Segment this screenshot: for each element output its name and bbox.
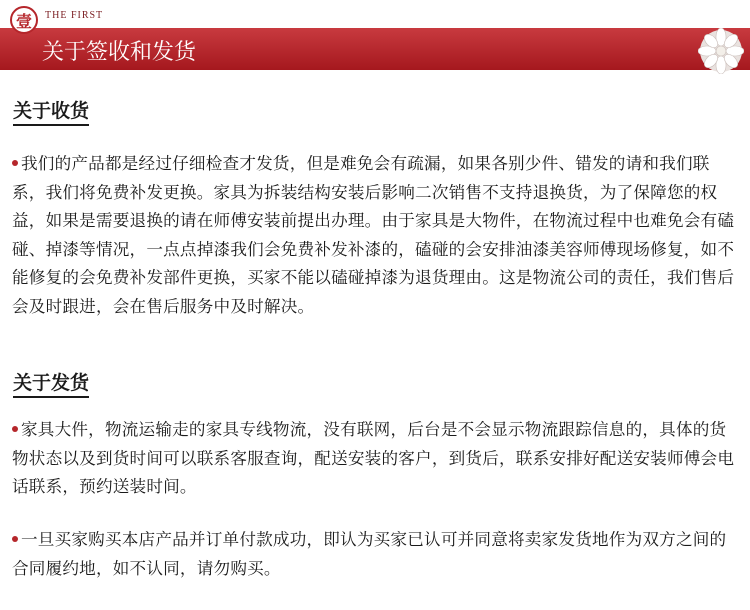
shipping-paragraph-1 bbox=[12, 416, 742, 502]
bullet-icon bbox=[12, 536, 18, 542]
receiving-text: 我们的产品都是经过仔细检查才发货，但是难免会有疏漏，如果各别少件、错发的请和我们联系，我们将免费补发更换。家具为拆装结构安装后影响二次销售不支持退换货，为了保障您的权益，如果是需要退换的请在师傅安装前提出办理。由于家具是大物件，在物流过程中也难免会有磕碰、掉漆等情况，一点点掉漆我们会免费补发补漆的，磕碰的会安排油漆美容师傅现场修复，如不能修复的会免费补发部件更换，买家不能以磕碰掉漆为退货理由。这是物流公司的责任，我们售后会及时跟进，会在售后服务中及时解决。 bbox=[12, 154, 735, 316]
shipping-text-2: 一旦买家购买本店产品并订单付款成功，即认为买家已认可并同意将卖家发货地作为双方之间的合同履约地，如不认同，请勿购买。 bbox=[12, 530, 727, 578]
top-bar bbox=[0, 0, 750, 28]
brand-name: THE FIRST bbox=[45, 10, 104, 21]
section-heading-shipping: 关于发货 bbox=[13, 372, 89, 398]
receiving-paragraph bbox=[12, 150, 742, 321]
bullet-icon bbox=[12, 160, 18, 166]
section-heading-receiving: 关于收货 bbox=[13, 100, 89, 126]
logo-seal: 壹 bbox=[10, 6, 38, 34]
bullet-icon bbox=[12, 426, 18, 432]
title-banner bbox=[0, 28, 750, 70]
page-title: 关于签收和发货 bbox=[42, 40, 197, 65]
flower-ornament-icon bbox=[698, 28, 744, 74]
shipping-paragraph-2 bbox=[12, 526, 742, 583]
shipping-text-1: 家具大件，物流运输走的家具专线物流，没有联网，后台是不会显示物流跟踪信息的，具体的货物状态以及到货时间可以联系客服查询，配送安装的客户，到货后，联系安排好配送安装师傅会电话联系，预约送装时间。 bbox=[12, 420, 735, 496]
